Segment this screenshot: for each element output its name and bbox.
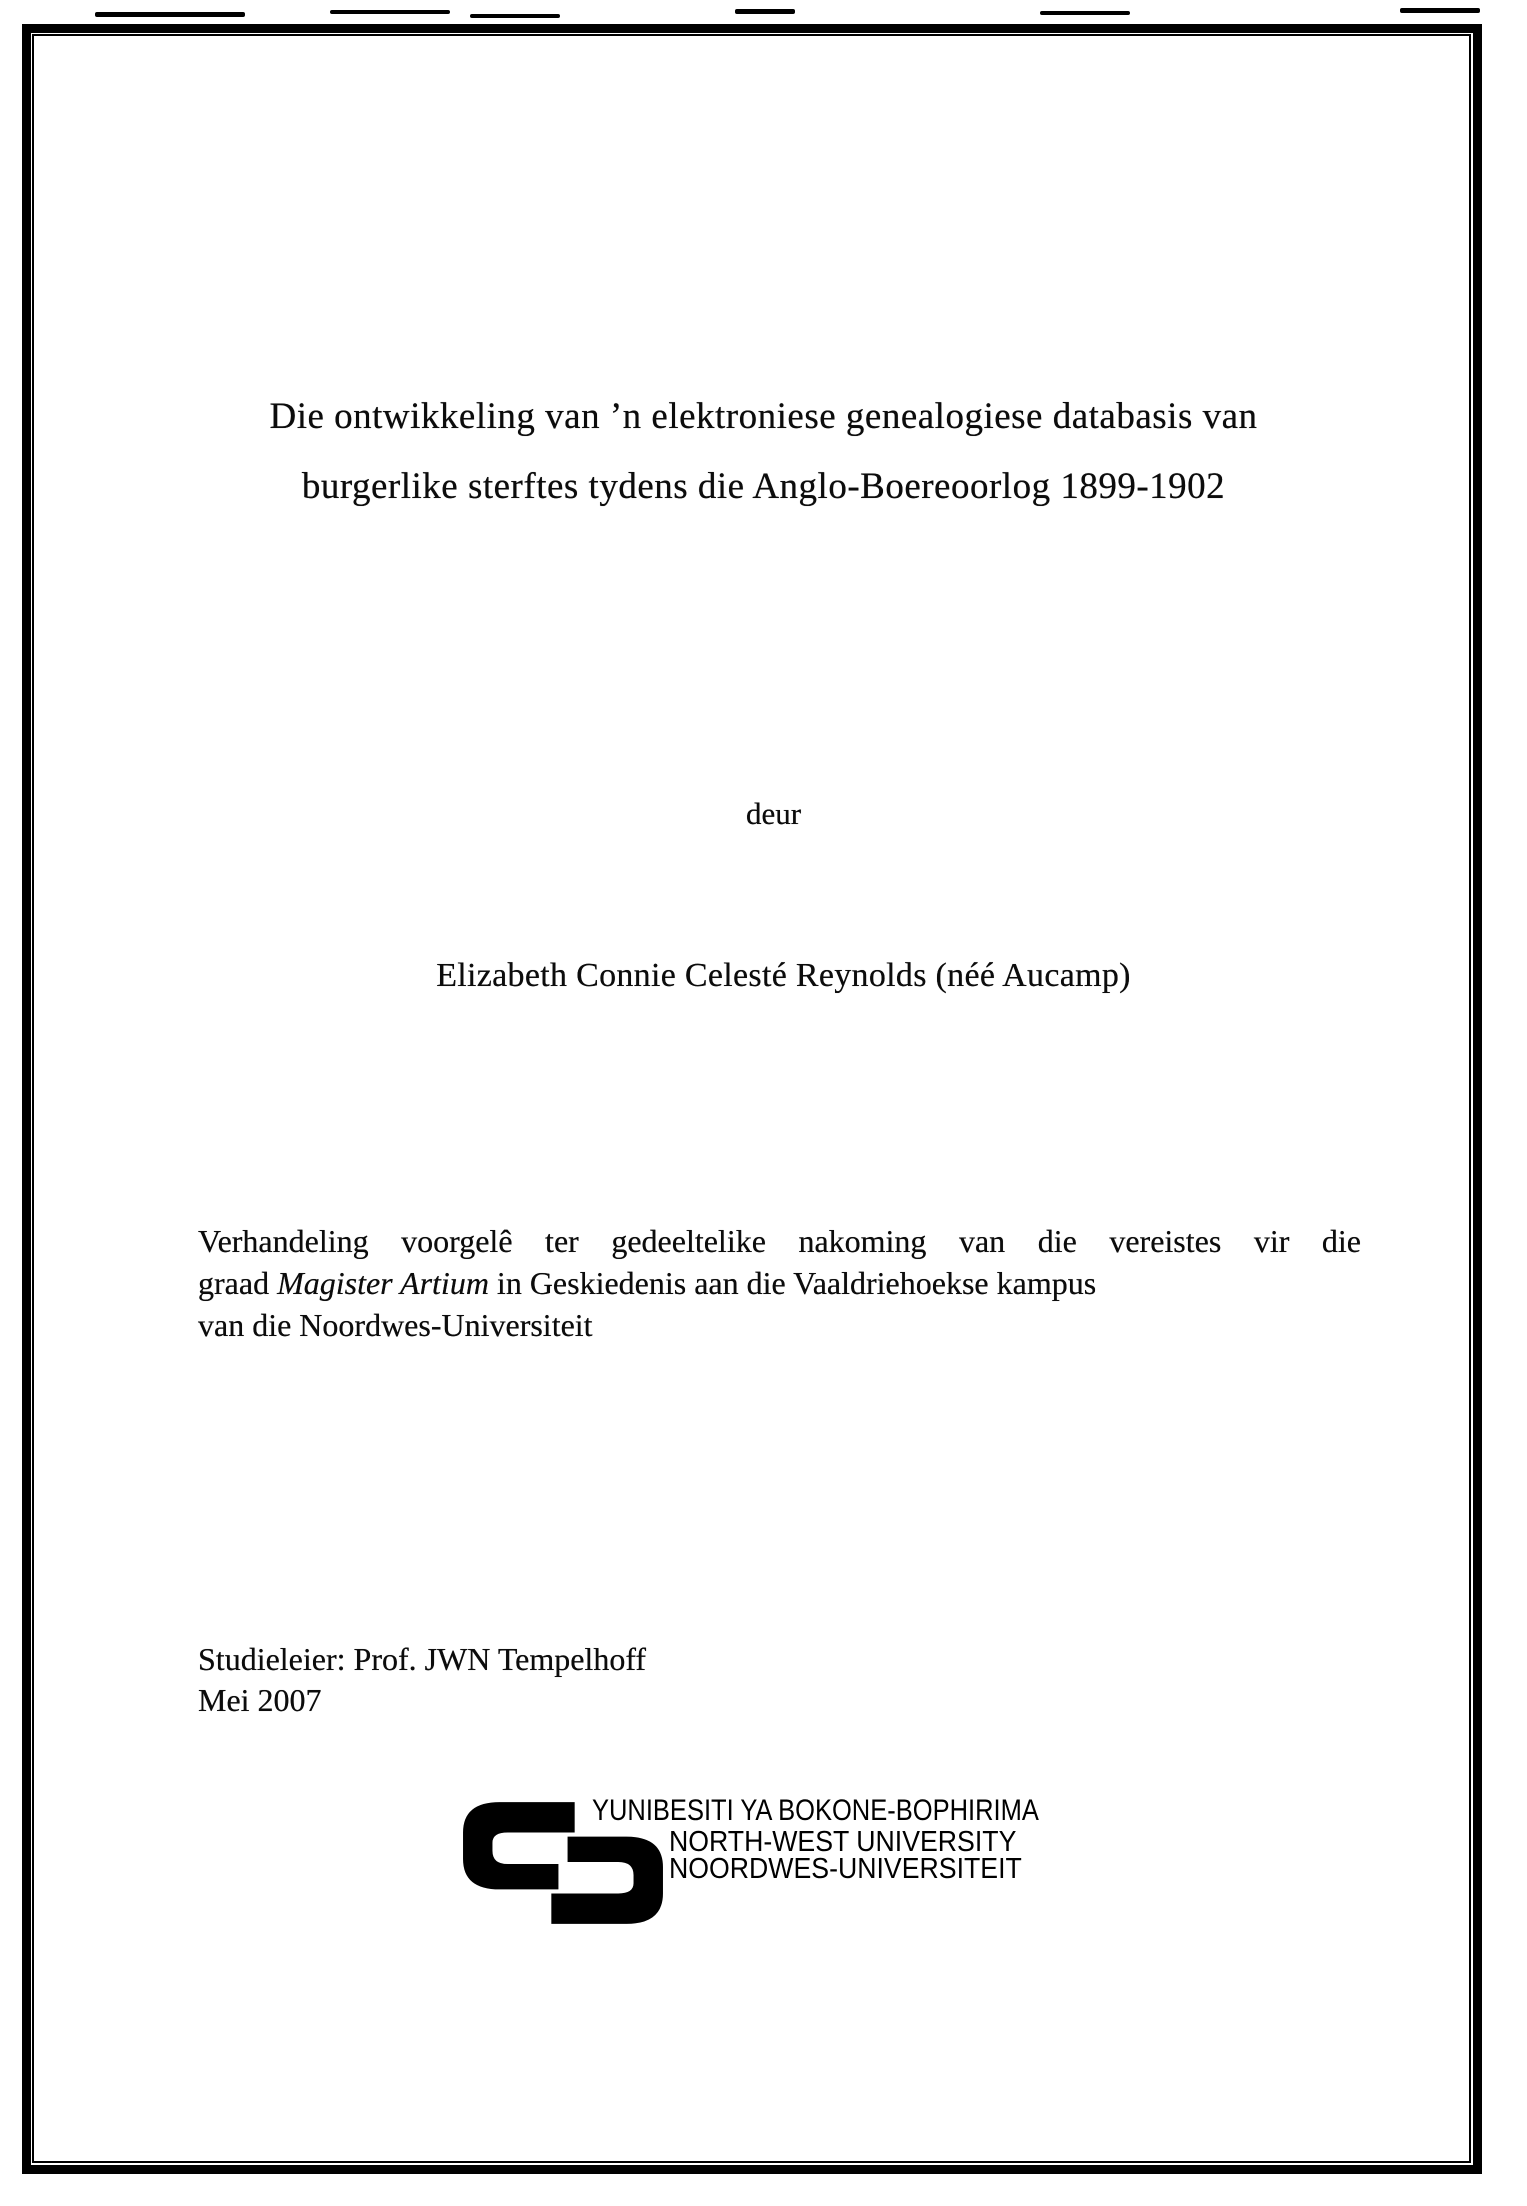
logo-line-english: NORTH-WEST UNIVERSITY (669, 1826, 1017, 1858)
degree-note-line1: Verhandeling voorgelê ter gedeeltelike nakoming van die vereistes vir die (198, 1223, 1361, 1259)
logo-line-setswana: YUNIBESITI YA BOKONE-BOPHIRIMA (592, 1794, 1039, 1827)
thesis-title (120, 382, 1407, 522)
date-line: Mei 2007 (198, 1682, 322, 1718)
logo-line-afrikaans: NOORDWES-UNIVERSITEIT (669, 1853, 1022, 1885)
degree-note-line2 (198, 1262, 1361, 1304)
scan-artifact (1040, 11, 1130, 15)
scan-artifact (735, 9, 795, 14)
scan-artifact (470, 14, 560, 18)
author-name: Elizabeth Connie Celesté Reynolds (néé Aucamp) (436, 957, 1131, 994)
title-line-1: Die ontwikkeling van ’n elektroniese genealogiese databasis van (269, 396, 1258, 437)
scan-artifact (330, 10, 450, 14)
byline-deur: deur (745, 796, 802, 831)
degree-name-italic: Magister Artium (277, 1265, 489, 1301)
degree-note-line2-post: in Geskiedenis aan die Vaaldriehoekse kampus (488, 1265, 1097, 1301)
degree-note-line3: van die Noordwes-Universiteit (198, 1307, 593, 1343)
supervisor-block (198, 1639, 646, 1721)
supervisor-line: Studieleier: Prof. JWN Tempelhoff (198, 1641, 647, 1677)
degree-note (198, 1220, 1361, 1346)
logo-text-block (592, 1796, 1118, 1883)
scan-artifact (1400, 8, 1480, 13)
scan-artifact (95, 12, 245, 17)
degree-note-line2-pre: graad (198, 1265, 278, 1301)
title-line-2: burgerlike sterftes tydens die Anglo-Boereoorlog 1899-1902 (301, 466, 1226, 507)
